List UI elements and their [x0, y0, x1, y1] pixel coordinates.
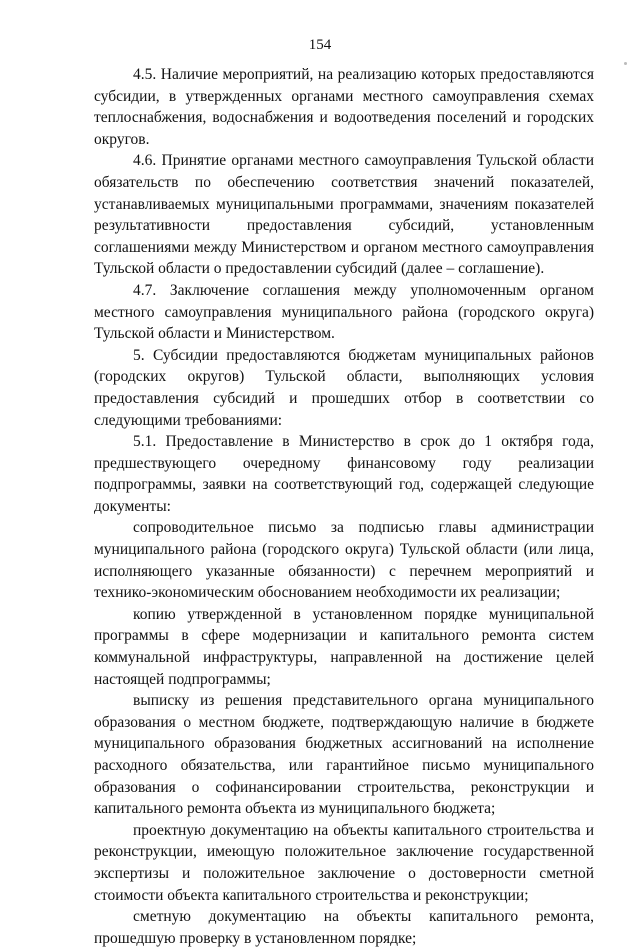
list-item-budget-extract: выписку из решения представительного органа муниципального образования о местном бюджете, подтверждающую наличие в бюджете муниципального образования бюджетных ассигнований на исполнение расходного обязательства, или гарантийное письмо муниципального образования о софинансировании строительства, реконструкции и капитального ремонта объекта из муниципального бюджета;	[94, 692, 594, 818]
paragraph-4-6: 4.6. Принятие органами местного самоуправления Тульской области обязательств по обеспечению соответствия значений показателей, устанавливаемых муниципальными программами, значениям показателей результативности предоставления субсидий, установленным соглашениями между Министерством и органом местного самоуправления Тульской области о предоставлении субсидий (далее – соглашение).	[94, 152, 594, 278]
list-item-estimate-docs: сметную документацию на объекты капитального ремонта, прошедшую проверку в установленном порядке;	[94, 908, 594, 947]
margin-mark	[624, 62, 627, 65]
list-item-cover-letter: сопроводительное письмо за подписью главы администрации муниципального района (городского округа) Тульской области (или лица, исполняющего указанные обязанности) с перечнем мероприятий и технико-экономическим обоснованием необходимости их реализации;	[94, 519, 594, 602]
paragraph-5-1: 5.1. Предоставление в Министерство в срок до 1 октября года, предшествующего очередному финансовому году реализации подпрограммы, заявки на соответствующий год, содержащей следующие документы:	[94, 433, 594, 515]
paragraph-4-5: 4.5. Наличие мероприятий, на реализацию которых предоставляются субсидии, в утвержденных органами местного самоуправления схемах теплоснабжения, водоснабжения и водоотведения поселений и городских округов.	[94, 66, 594, 148]
list-item-project-docs: проектную документацию на объекты капитального строительства и реконструкции, имеющую положительное заключение государственной экспертизы и положительное заключение о достоверности сметной стоимости объекта капитального строительства и реконструкции;	[94, 821, 594, 904]
page-number: 154	[308, 37, 332, 53]
list-item-program-copy: копию утвержденной в установленном порядке муниципальной программы в сфере модернизации и капитального ремонта систем коммунальной инфраструктуры, направленной на достижение целей настоящей подпрограммы;	[94, 605, 594, 688]
page-body	[94, 64, 594, 949]
paragraph-5: 5. Субсидии предоставляются бюджетам муниципальных районов (городских округов) Тульской области, выполняющих условия предоставления субсидий и прошедших отбор в соответствии со следующими требованиями:	[94, 346, 594, 429]
paragraph-4-7: 4.7. Заключение соглашения между уполномоченным органом местного самоуправления муниципального района (городского округа) Тульской области и Министерством.	[94, 281, 594, 343]
